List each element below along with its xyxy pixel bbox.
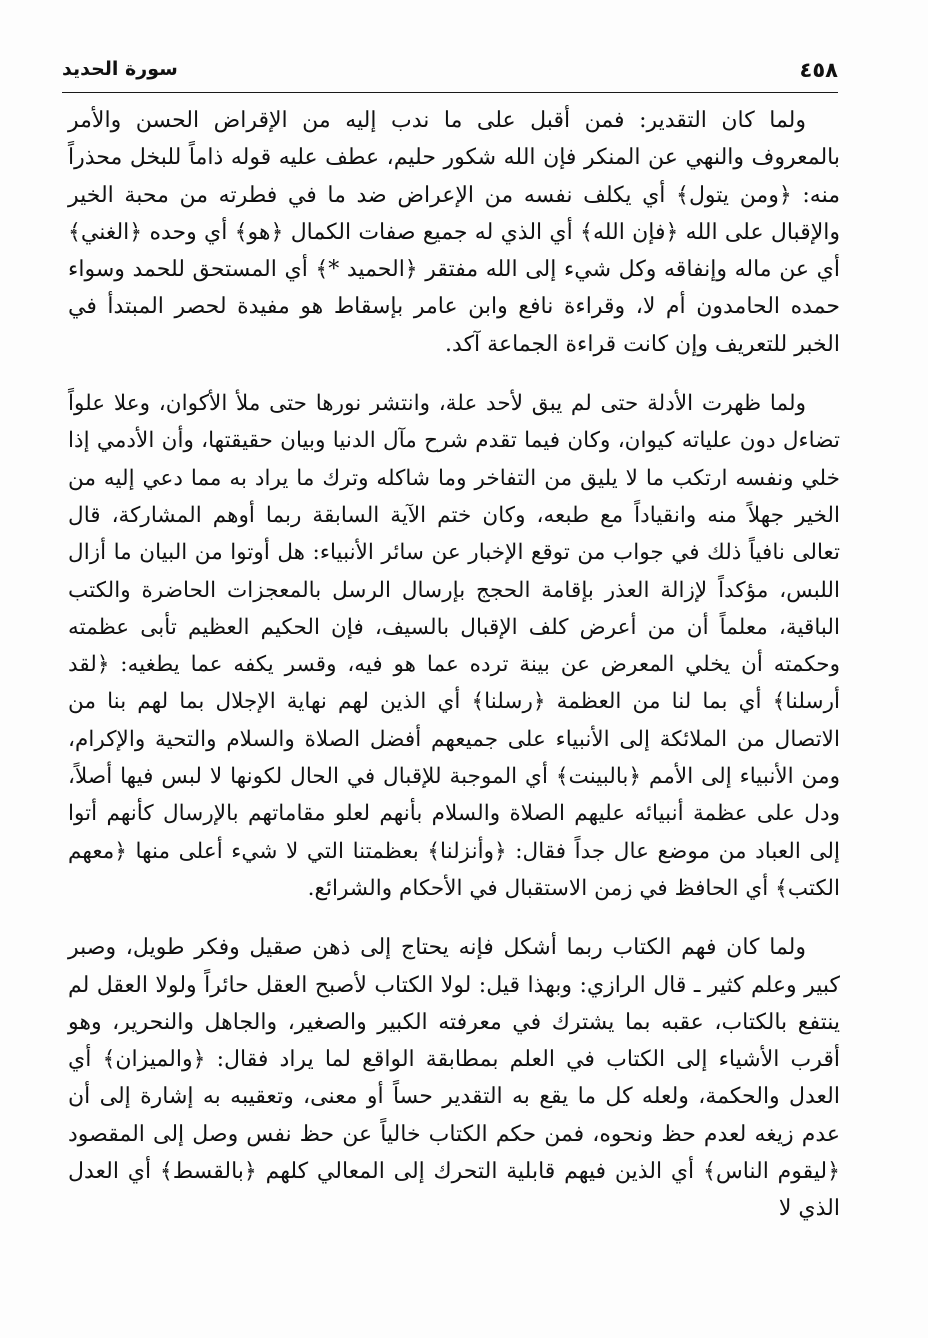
paragraph-1: ولما كان التقدير: فمن أقبل على ما ندب إليه من الإقراض الحسن والأمر بالمعروف والنهي عن المنكر فإن الله شكور حليم، عطف عليه قوله ذاماً للبخل محذراً منه: ﴿ومن يتول﴾ أي يكلف نفسه من الإعراض ضد ما في فطرته من محبة الخير والإقبال على الله ﴿فإن الله﴾ أي الذي له جميع صفات الكمال ﴿هو﴾ أي وحده ﴿الغني﴾ أي عن ماله وإنفاقه وكل شيء إلى الله مفتقر ﴿الحميد *﴾ أي المستحق للحمد وسواء حمده الحامدون أم لا، وقراءة نافع وابن عامر بإسقاط هو مفيدة لحصر المبتدأ في الخبر للتعريف وإن كانت قراءة الجماعة آكد. (68, 108, 840, 357)
paragraph-2: ولما ظهرت الأدلة حتى لم يبق لأحد علة، وانتشر نورها حتى ملأ الأكوان، وعلا علواً تضاءل دون علياته كيوان، وكان فيما تقدم شرح مآل الدنيا وبيان حقيقتها، وأن الأدمي إذا خلي ونفسه ارتكب ما لا يليق من التفاخر وما شاكله وترك ما يراد به مما دعي إليه من الخير جهلاً منه وانقياداً مع طبعه، وكان ختم الآية السابقة ربما أوهم المشاركة، قال تعالى نافياً ذلك في جواب من توقع الإخبار عن سائر الأنبياء: هل أوتوا من البيان ما أزال اللبس، مؤكداً لإزالة العذر بإقامة الحجج بإرسال الرسل بالمعجزات الحاضرة والكتب الباقية، معلماً أن من أعرض كلف الإقبال بالسيف، فإن الحكيم العظيم تأبى عظمته وحكمته أن يخلي المعرض عن بينة ترده عما هو فيه، وقسر يكفه عما يطغيه: ﴿لقد أرسلنا﴾ أي بما لنا من العظمة ﴿رسلنا﴾ أي الذين لهم نهاية الإجلال بما لهم بنا من الاتصال من الملائكة إلى الأنبياء على جميعهم أفضل الصلاة والسلام والتحية والإكرام، ومن الأنبياء إلى الأمم ﴿بالبينت﴾ أي الموجبة للإقبال في الحال لكونها لا لبس فيها أصلاً، ودل على عظمة أنبيائه عليهم الصلاة والسلام بأنهم لعلو مقاماتهم بالإرسال كأنهم أتوا إلى العباد من موضع عال جداً فقال: ﴿وأنزلنا﴾ بعظمتنا التي لا شيء أعلى منها ﴿معهم الكتب﴾ أي الحافظ في زمن الاستقبال في الأحكام والشرائع. (68, 391, 840, 901)
paragraph-3: ولما كان فهم الكتاب ربما أشكل فإنه يحتاج إلى ذهن صقيل وفكر طويل، وصبر كبير وعلم كثير ـ قال الرازي: وبهذا قيل: لولا الكتاب لأصبح العقل حائراً ولولا العقل لم ينتفع بالكتاب، عقبه بما يشترك في معرفته الكبير والصغير، والجاهل والنحرير، وهو أقرب الأشياء إلى الكتاب في العلم بمطابقة الواقع لما يراد فقال: ﴿والميزان﴾ أي العدل والحكمة، ولعله كل ما يقع به التقدير حساً أو معنى، وتعقيبه به إشارة إلى أن عدم زيغه لعدم حظ ونحوه، فمن حكم الكتاب خالياً عن حظ نفس وصل إلى المقصود ﴿ليقوم الناس﴾ أي الذين فيهم قابلية التحرك إلى المعالي كلهم ﴿بالقسط﴾ أي العدل الذي لا (68, 935, 840, 1222)
page-header (62, 52, 838, 93)
page-body (68, 102, 840, 1250)
surah-title: سورة الحديد (62, 58, 178, 80)
page-number: ٤٥٨ (799, 58, 838, 82)
